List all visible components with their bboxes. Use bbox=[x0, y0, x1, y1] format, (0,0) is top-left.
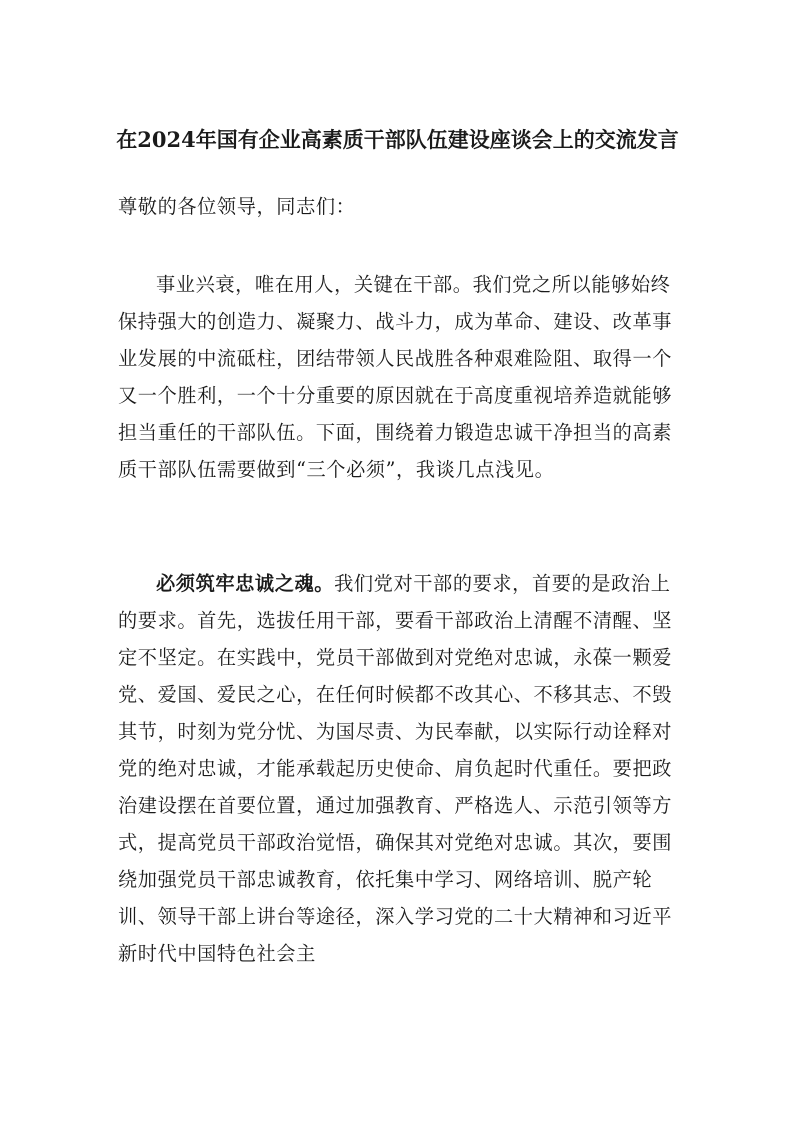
paragraph-heading: 必须筑牢忠诚之魂。 bbox=[156, 572, 335, 595]
document-title: 在2024年国有企业高素质干部队伍建设座谈会上的交流发言 bbox=[116, 127, 679, 152]
salutation: 尊敬的各位领导，同志们： bbox=[118, 195, 356, 218]
paragraph-intro: 事业兴衰，唯在用人，关键在干部。我们党之所以能够始终保持强大的创造力、凝聚力、战斗力，成为革命、建设、改革事业发展的中流砥柱，团结带领人民战胜各种艰难险阻、取得一个又一个胜利，一个十分重要的原因就在于高度重视培养造就能够担当重任的干部队伍。下面，围绕着力锻造忠诚干净担当的高素质干部队伍需要做到“三个必须”，我谈几点浅见。 bbox=[118, 273, 673, 481]
paragraph-body: 我们党对干部的要求，首要的是政治上的要求。首先，选拔任用干部，要看干部政治上清醒不清醒、坚定不坚定。在实践中，党员干部做到对党绝对忠诚，永葆一颗爱党、爱国、爱民之心，在任何时候都不改其心、不移其志、不毁其节，时刻为党分忧、为国尽责、为民奉献，以实际行动诠释对党的绝对忠诚，才能承载起历史使命、肩负起时代重任。要把政治建设摆在首要位置，通过加强教育、严格选人、示范引领等方式，提高党员干部政治觉悟，确保其对党绝对忠诚。其次，要围绕加强党员干部忠诚教育，依托集中学习、网络培训、脱产轮训、领导干部上讲台等途径，深入学习党的二十大精神和习近平新时代中国特色社会主 bbox=[118, 572, 673, 965]
paragraph-loyalty bbox=[118, 565, 678, 972]
